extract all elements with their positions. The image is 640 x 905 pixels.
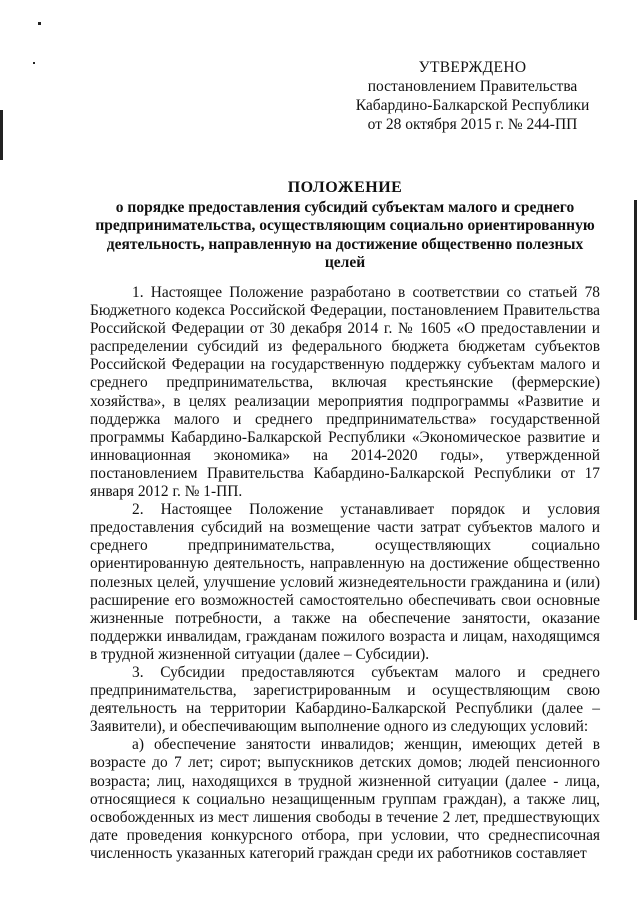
- approval-line: Кабардино-Балкарской Республики: [355, 97, 590, 114]
- approval-stamp: [330, 58, 615, 134]
- binding-mark: [0, 110, 3, 160]
- scan-mark: [38, 22, 41, 25]
- approval-line: от 28 октября 2015 г. № 244-ПП: [367, 116, 578, 133]
- document-subtitle: о порядке предоставления субсидий субъектам малого и среднего предпринимательства, осуществляющим социально ориентированную деятельность, направленную на достижение общественно полезных целей: [95, 198, 595, 271]
- document-title: ПОЛОЖЕНИЕ: [287, 179, 403, 196]
- document-title-block: [90, 179, 600, 273]
- document-body: [90, 284, 600, 863]
- paragraph-2: 2. Настоящее Положение устанавливает порядок и условия предоставления субсидий на возмещение части затрат субъектов малого и среднего предпринимательства, осуществляющих социально ориентированную деятельность, направленную на достижение общественно полезных целей, улучшение условий жизнедеятельности гражданина и (или) расширение его возможностей самостоятельно обеспечивать свои основные жизненные потребности, а также на обеспечение занятости, оказание поддержки инвалидам, гражданам пожилого возраста и лицам, находящимся в трудной жизненной ситуации (далее – Субсидии).: [90, 501, 600, 663]
- paragraph-3a: а) обеспечение занятости инвалидов; женщин, имеющих детей в возрасте до 7 лет; сирот; выпускников детских домов; людей пенсионного возраста; лиц, находящихся в трудной жизненной ситуации (далее - лица, относящиеся к социально незащищенным группам граждан), а также лиц, освобожденных из мест лишения свободы в течение 2 лет, предшествующих дате проведения конкурсного отбора, при условии, что среднесписочная численность указанных категорий граждан среди их работников составляет: [90, 736, 600, 862]
- approval-line: постановлением Правительства: [367, 78, 578, 95]
- paragraph-3: 3. Субсидии предоставляются субъектам малого и среднего предпринимательства, зарегистрированным и осуществляющим свою деятельность на территории Кабардино-Балкарской Республики (далее – Заявители), и обеспечивающим выполнение одного из следующих условий:: [90, 663, 600, 736]
- approval-heading: УТВЕРЖДЕНО: [418, 59, 527, 76]
- binding-mark: [634, 200, 637, 620]
- paragraph-1: 1. Настоящее Положение разработано в соответствии со статьей 78 Бюджетного кодекса Российской Федерации, постановлением Правительства Российской Федерации от 30 декабря 2014 г. № 1605 «О предоставлении и распределении субсидий из федерального бюджета бюджетам субъектов Российской Федерации на государственную поддержку субъектам малого и среднего предпринимательства, включая крестьянские (фермерские) хозяйства», в целях реализации мероприятия подпрограммы «Развитие и поддержка малого и среднего предпринимательства» государственной программы Кабардино-Балкарской Республики «Экономическое развитие и инновационная экономика» на 2014-2020 годы», утвержденной постановлением Правительства Кабардино-Балкарской Республики от 17 января 2012 г. № 1-ПП.: [90, 284, 600, 501]
- scan-mark: [33, 62, 35, 64]
